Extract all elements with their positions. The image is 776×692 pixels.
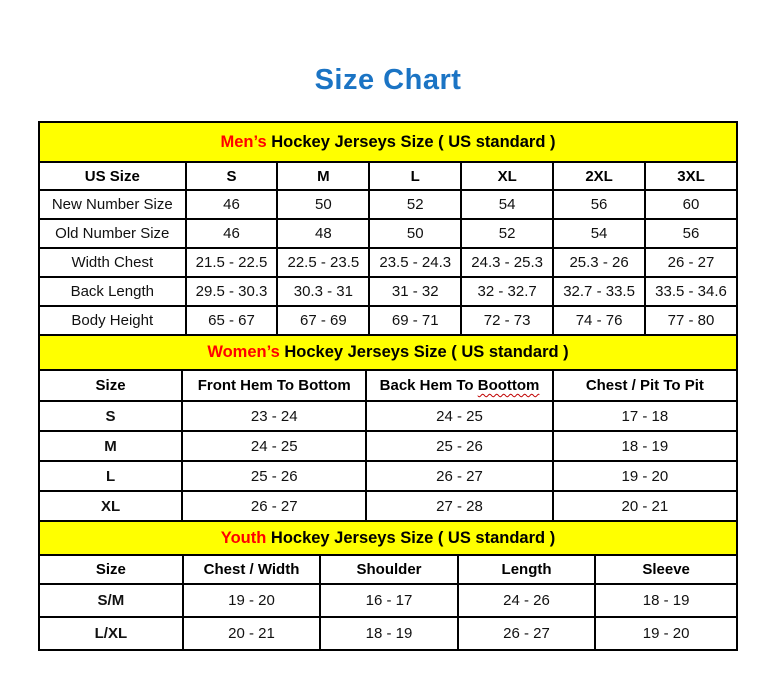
column-header: 3XL bbox=[645, 162, 737, 190]
value-cell: 50 bbox=[277, 190, 369, 219]
column-header: Length bbox=[458, 555, 596, 584]
column-header: L bbox=[369, 162, 461, 190]
value-cell: 50 bbox=[369, 219, 461, 248]
size-chart-tables bbox=[38, 121, 738, 651]
column-header: S bbox=[186, 162, 278, 190]
section-banner: Men’s Hockey Jerseys Size ( US standard ) bbox=[39, 122, 737, 162]
value-cell: 25 - 26 bbox=[182, 461, 366, 491]
value-cell: 54 bbox=[461, 190, 553, 219]
value-cell: 46 bbox=[186, 219, 278, 248]
value-cell: 46 bbox=[186, 190, 278, 219]
value-cell: 54 bbox=[553, 219, 645, 248]
column-header: Chest / Width bbox=[183, 555, 321, 584]
column-header: Chest / Pit To Pit bbox=[553, 370, 737, 401]
value-cell: 23.5 - 24.3 bbox=[369, 248, 461, 277]
value-cell: 18 - 19 bbox=[320, 617, 458, 650]
table-row bbox=[39, 617, 737, 650]
value-cell: 25 - 26 bbox=[366, 431, 552, 461]
row-label: XL bbox=[39, 491, 182, 521]
column-header: M bbox=[277, 162, 369, 190]
value-cell: 24 - 25 bbox=[182, 431, 366, 461]
value-cell: 26 - 27 bbox=[182, 491, 366, 521]
table-row bbox=[39, 190, 737, 219]
table-row bbox=[39, 491, 737, 521]
row-label: Back Length bbox=[39, 277, 186, 306]
value-cell: 18 - 19 bbox=[553, 431, 737, 461]
value-cell: 23 - 24 bbox=[182, 401, 366, 431]
column-header: US Size bbox=[39, 162, 186, 190]
section-womens-table bbox=[38, 334, 738, 522]
value-cell: 26 - 27 bbox=[645, 248, 737, 277]
value-cell: 60 bbox=[645, 190, 737, 219]
section-youth-table bbox=[38, 520, 738, 651]
row-label: L bbox=[39, 461, 182, 491]
banner-highlight: Youth bbox=[220, 528, 267, 547]
table-row bbox=[39, 277, 737, 306]
table-row bbox=[39, 461, 737, 491]
column-header: Shoulder bbox=[320, 555, 458, 584]
value-cell: 19 - 20 bbox=[553, 461, 737, 491]
value-cell: 52 bbox=[461, 219, 553, 248]
value-cell: 25.3 - 26 bbox=[553, 248, 645, 277]
value-cell: 67 - 69 bbox=[277, 306, 369, 335]
value-cell: 17 - 18 bbox=[553, 401, 737, 431]
value-cell: 18 - 19 bbox=[595, 584, 737, 617]
section-mens-table bbox=[38, 121, 738, 336]
value-cell: 32 - 32.7 bbox=[461, 277, 553, 306]
table-row bbox=[39, 584, 737, 617]
row-label: L/XL bbox=[39, 617, 183, 650]
banner-highlight: Men’s bbox=[220, 132, 267, 151]
value-cell: 31 - 32 bbox=[369, 277, 461, 306]
value-cell: 24 - 25 bbox=[366, 401, 552, 431]
value-cell: 32.7 - 33.5 bbox=[553, 277, 645, 306]
table-row bbox=[39, 306, 737, 335]
value-cell: 72 - 73 bbox=[461, 306, 553, 335]
value-cell: 16 - 17 bbox=[320, 584, 458, 617]
section-banner: Youth Hockey Jerseys Size ( US standard ) bbox=[39, 521, 737, 555]
value-cell: 19 - 20 bbox=[183, 584, 321, 617]
row-label: S bbox=[39, 401, 182, 431]
banner-highlight: Women’s bbox=[207, 343, 280, 361]
value-cell: 24.3 - 25.3 bbox=[461, 248, 553, 277]
value-cell: 29.5 - 30.3 bbox=[186, 277, 278, 306]
row-label: Old Number Size bbox=[39, 219, 186, 248]
column-header: Back Hem To Boottom bbox=[366, 370, 552, 401]
value-cell: 56 bbox=[645, 219, 737, 248]
column-header: Front Hem To Bottom bbox=[182, 370, 366, 401]
row-label: Width Chest bbox=[39, 248, 186, 277]
table-row bbox=[39, 431, 737, 461]
value-cell: 30.3 - 31 bbox=[277, 277, 369, 306]
value-cell: 19 - 20 bbox=[595, 617, 737, 650]
row-label: M bbox=[39, 431, 182, 461]
value-cell: 48 bbox=[277, 219, 369, 248]
row-label: New Number Size bbox=[39, 190, 186, 219]
value-cell: 77 - 80 bbox=[645, 306, 737, 335]
value-cell: 21.5 - 22.5 bbox=[186, 248, 278, 277]
value-cell: 52 bbox=[369, 190, 461, 219]
column-header: Size bbox=[39, 555, 183, 584]
value-cell: 24 - 26 bbox=[458, 584, 596, 617]
row-label: Body Height bbox=[39, 306, 186, 335]
value-cell: 22.5 - 23.5 bbox=[277, 248, 369, 277]
value-cell: 69 - 71 bbox=[369, 306, 461, 335]
value-cell: 27 - 28 bbox=[366, 491, 552, 521]
value-cell: 20 - 21 bbox=[183, 617, 321, 650]
section-banner: Women’s Hockey Jerseys Size ( US standard ) bbox=[39, 335, 737, 370]
column-header: 2XL bbox=[553, 162, 645, 190]
value-cell: 74 - 76 bbox=[553, 306, 645, 335]
table-row bbox=[39, 248, 737, 277]
value-cell: 26 - 27 bbox=[366, 461, 552, 491]
value-cell: 65 - 67 bbox=[186, 306, 278, 335]
column-header: Size bbox=[39, 370, 182, 401]
page-title: Size Chart bbox=[314, 64, 462, 96]
column-header: XL bbox=[461, 162, 553, 190]
row-label: S/M bbox=[39, 584, 183, 617]
column-header: Sleeve bbox=[595, 555, 737, 584]
value-cell: 56 bbox=[553, 190, 645, 219]
value-cell: 26 - 27 bbox=[458, 617, 596, 650]
table-row bbox=[39, 219, 737, 248]
value-cell: 20 - 21 bbox=[553, 491, 737, 521]
misspelled-word: Boottom bbox=[477, 377, 540, 394]
table-row bbox=[39, 401, 737, 431]
value-cell: 33.5 - 34.6 bbox=[645, 277, 737, 306]
